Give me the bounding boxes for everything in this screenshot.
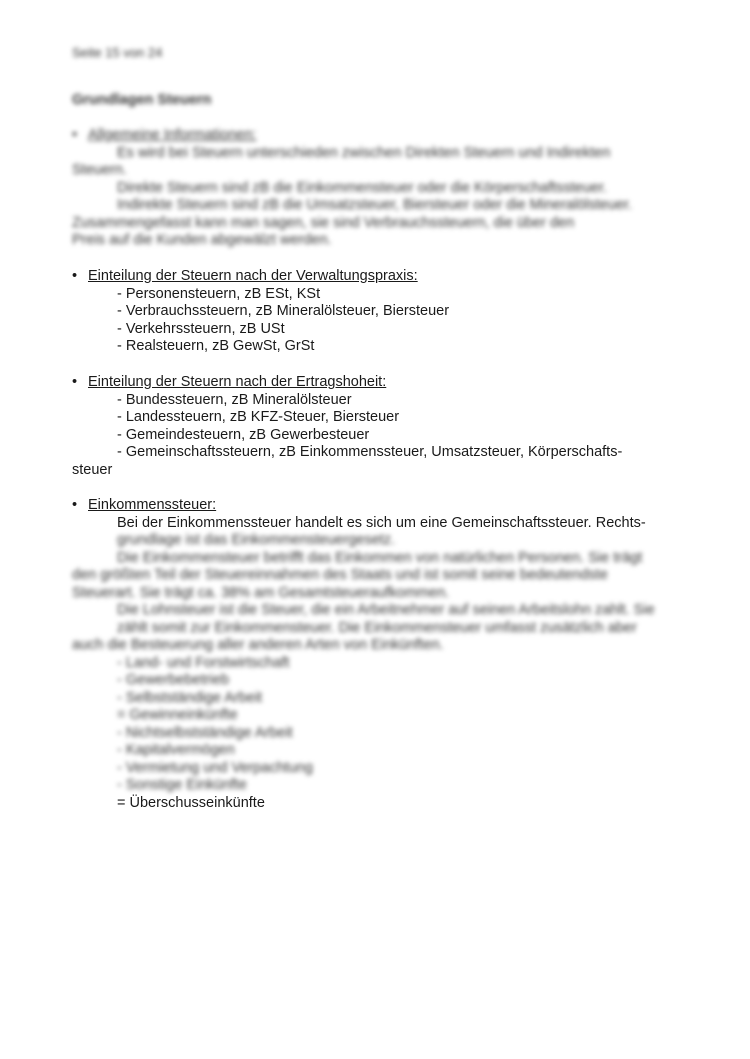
- text-line: den größten Teil der Steuereinnahmen des Staats und ist somit seine bedeutendste: [72, 567, 608, 583]
- text-line: Zusammengefasst kann man sagen, sie sind Verbrauchssteuern, die über den: [72, 214, 575, 231]
- section-heading: • Einkommenssteuer:: [72, 497, 217, 513]
- text-line: - Gewerbebetrieb: [117, 672, 230, 688]
- section-heading: • Einteilung der Steuern nach der Verwaltungspraxis:: [72, 268, 418, 284]
- text-line: - Sonstige Einkünfte: [117, 777, 247, 793]
- text-line: - Kapitalvermögen: [117, 742, 235, 758]
- text-line: auch die Besteuerung aller anderen Arten von Einkünften.: [72, 637, 444, 653]
- text-line: grundlage ist das Einkommensteuergesetz.: [117, 532, 396, 548]
- text-line: Steuern.: [72, 162, 127, 178]
- list-item: - Personensteuern, zB ESt, KSt: [117, 285, 321, 302]
- text-line: Es wird bei Steuern unterschieden zwischen Direkten Steuern und Indirekten: [117, 144, 611, 161]
- page-header: Seite 15 von 24: [72, 45, 163, 60]
- page-title: Grundlagen Steuern: [72, 92, 212, 108]
- text-line: Steuerart. Sie trägt ca. 38% am Gesamtsteueraufkommen.: [72, 584, 450, 601]
- text-line: zählt somit zur Einkommensteuer. Die Einkommensteuer umfasst zusätzlich aber: [117, 619, 637, 636]
- section-revenue-sovereignty: [72, 374, 682, 479]
- text-line: Bei der Einkommenssteuer handelt es sich um eine Gemeinschaftssteuer. Rechts-: [117, 514, 646, 531]
- list-item: - Gemeinschaftssteuern, zB Einkommenssteuer, Umsatzsteuer, Körperschafts-: [117, 444, 623, 460]
- section-administrative-practice: [72, 268, 682, 356]
- text-line: Indirekte Steuern sind zB die Umsatzsteuer, Biersteuer oder die Mineralölsteuer.: [117, 197, 633, 213]
- text-line: Direkte Steuern sind zB die Einkommensteuer oder die Körperschaftssteuer.: [117, 179, 608, 196]
- text-line: Die Einkommensteuer betrifft das Einkommen von natürlichen Personen. Sie trägt: [117, 549, 643, 566]
- text-line: Die Lohnsteuer ist die Steuer, die ein Arbeitnehmer auf seinen Arbeitslohn zahlt. Sie: [117, 602, 655, 618]
- section-income-tax: [72, 497, 682, 812]
- list-item: - Realsteuern, zB GewSt, GrSt: [117, 338, 315, 354]
- list-item-wrap: steuer: [72, 461, 113, 478]
- text-line: - Vermietung und Verpachtung: [117, 759, 313, 776]
- section-heading: • Allgemeine Informationen:: [72, 127, 257, 143]
- text-line: - Land- und Forstwirtschaft: [117, 654, 290, 671]
- section-heading: • Einteilung der Steuern nach der Ertragshoheit:: [72, 374, 387, 390]
- list-item: - Gemeindesteuern, zB Gewerbesteuer: [117, 426, 370, 443]
- blurred-paragraph: [72, 532, 682, 795]
- list-item: - Bundessteuern, zB Mineralölsteuer: [117, 391, 352, 408]
- text-line: - Selbstständige Arbeit: [117, 689, 263, 706]
- text-line: = Überschusseinkünfte: [117, 794, 265, 811]
- text-line: - Nichtselbstständige Arbeit: [117, 724, 293, 741]
- list-item: - Verbrauchssteuern, zB Mineralölsteuer, Biersteuer: [117, 303, 450, 319]
- list-item: - Landessteuern, zB KFZ-Steuer, Biersteuer: [117, 409, 400, 425]
- text-line: Preis auf die Kunden abgewälzt werden.: [72, 232, 332, 248]
- list-item: - Verkehrssteuern, zB USt: [117, 320, 285, 337]
- text-line: = Gewinneinkünfte: [117, 707, 238, 723]
- section-general-info: [72, 127, 682, 250]
